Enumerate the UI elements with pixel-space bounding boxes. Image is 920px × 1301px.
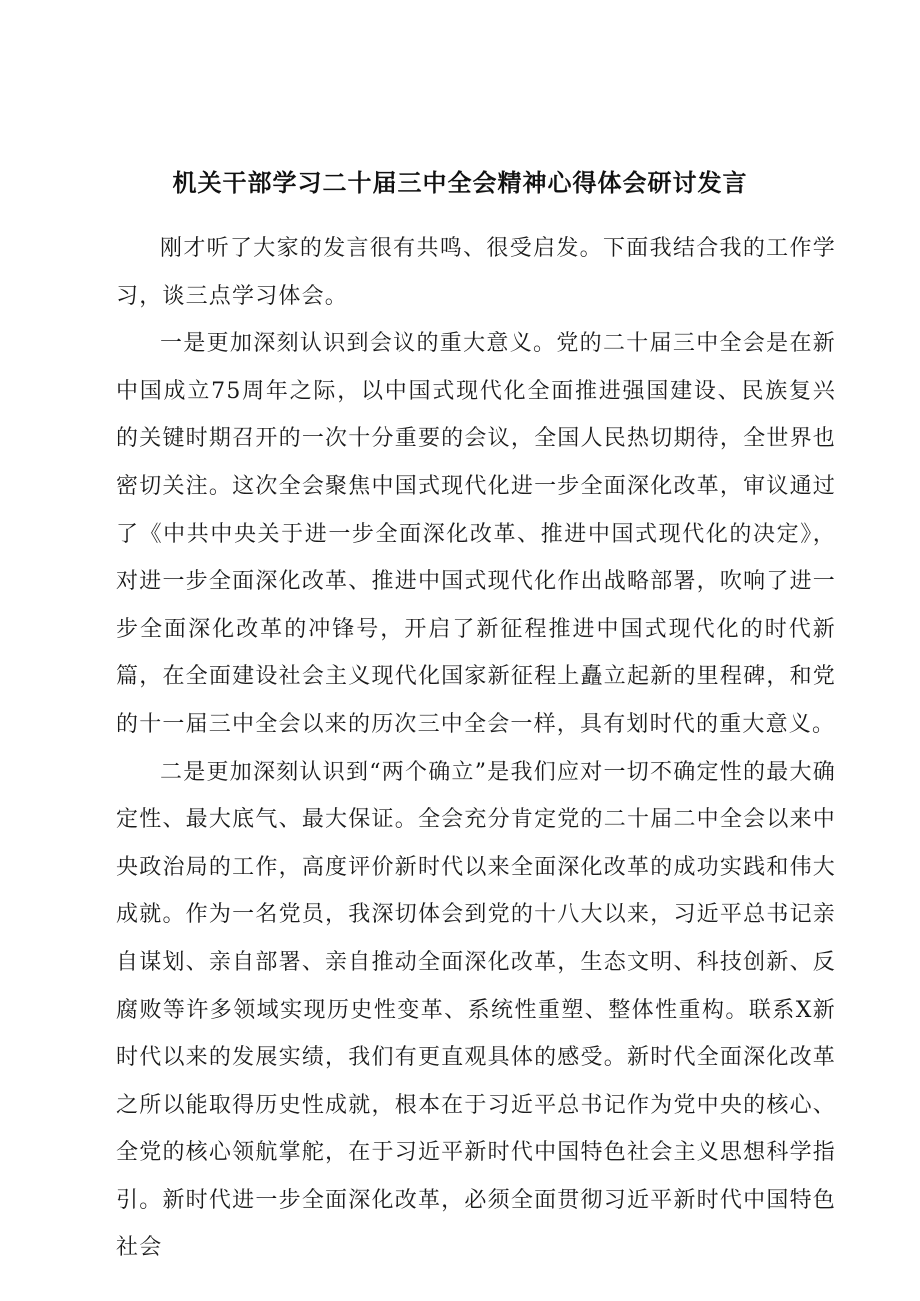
paragraph-point-two: 二是更加深刻认识到“两个确立”是我们应对一切不确定性的最大确定性、最大底气、最大保证。全会充分肯定党的二十届二中全会以来中央政治局的工作，高度评价新时代以来全面深化改革的成功实践和伟大成就。作为一名党员，我深切体会到党的十八大以来，习近平总书记亲自谋划、亲自部署、亲自推动全面深化改革，生态文明、科技创新、反腐败等许多领域实现历史性变革、系统性重塑、整体性重构。联系X新时代以来的发展实绩，我们有更直观具体的感受。新时代全面深化改革之所以能取得历史性成就，根本在于习近平总书记作为党中央的核心、全党的核心领航掌舵，在于习近平新时代中国特色社会主义思想科学指引。新时代进一步全面深化改革，必须全面贯彻习近平新时代中国特色社会 (116, 759, 836, 1261)
paragraph-point-one: 一是更加深刻认识到会议的重大意义。党的二十届三中全会是在新中国成立75周年之际，以中国式现代化全面推进强国建设、民族复兴的关键时期召开的一次十分重要的会议，全国人民热切期待，全世界也密切关注。这次全会聚焦中国式现代化进一步全面深化改革，审议通过了《中共中央关于进一步全面深化改革、推进中国式现代化的决定》，对进一步全面深化改革、推进中国式现代化作出战略部署，吹响了进一步全面深化改革的冲锋号，开启了新征程推进中国式现代化的时代新篇，在全面建设社会主义现代化国家新征程上矗立起新的里程碑，和党的十一届三中全会以来的历次三中全会一样，具有划时代的重大意义。 (116, 331, 836, 737)
paragraph-intro: 刚才听了大家的发言很有共鸣、很受启发。下面我结合我的工作学习，谈三点学习体会。 (116, 236, 836, 309)
document-title: 机关干部学习二十届三中全会精神心得体会研讨发言 (172, 169, 748, 197)
document-body (116, 225, 836, 1272)
